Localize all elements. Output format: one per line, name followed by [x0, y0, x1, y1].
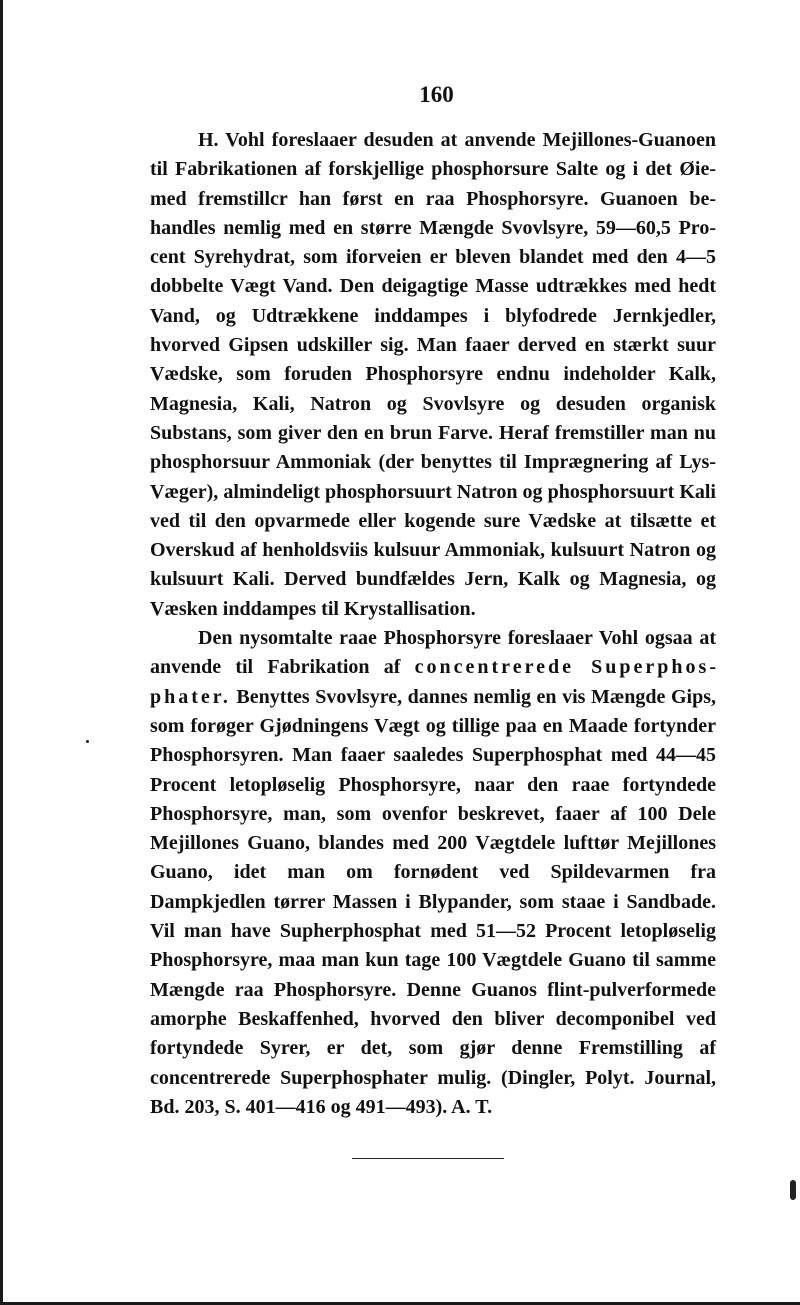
body-text	[150, 126, 716, 1122]
paragraph-2	[150, 624, 716, 1122]
section-divider	[352, 1158, 504, 1159]
scan-speck	[86, 740, 89, 743]
page-number: 160	[419, 82, 454, 107]
paragraph-2-rest: Benyttes Svovlsyre, dannes nemlig en vis Mængde Gips, som forøger Gjødningens Vægt og tillige paa en Maade fortynder Phosphorsyren. Man faaer saaledes Superphosphat med 44—45 Procent letopløselig Phosphorsyre, naar den raae fortyndede Phosphorsyre, man, som ovenfor beskrevet, faaer af 100 Dele Mejillones Guano, blandes med 200 Vægtdele lufttør Mejillones Guano, idet man om fornødent ved Spildevarmen fra Dampkjedlen tørrer Massen i Blypander, som staae i Sandbade. Vil man have Supherphosphat med 51—52 Procent letopløselig Phosphorsyre, maa man kun tage 100 Vægtdele Guano til samme Mængde raa Phosphorsyre. Denne Guanos flint-pulverformede amorphe Beskaffenhed, hvorved den bliver decomponibel ved fortyndede Syrer, er det, som gjør denne Fremstilling af concentrerede Superphosphater mulig. (Dingler, Polyt. Journal, Bd. 203, S. 401—416 og 491—493). A. T.	[150, 685, 716, 1118]
paragraph-2-intro: Den nysomtalte raae Phosphorsyre foreslaaer Vohl ogsaa at anvende til Fabrikation af	[150, 627, 716, 679]
paragraph-2-spaced-term: concentrerede Superphosphater.	[150, 656, 716, 708]
scan-speck	[790, 1180, 796, 1200]
paragraph-1: H. Vohl foreslaaer desuden at anvende Mejillones-Guanoen til Fabrikationen af forskjellige phosphorsure Salte og i det Øiemed fremstillcr han først en raa Phosphorsyre. Guanoen behandles nemlig med en større Mængde Svovlsyre, 59—60,5 Procent Syrehydrat, som iforveien er bleven blandet med den 4—5 dobbelte Vægt Vand. Den deigagtige Masse udtrækkes med hedt Vand, og Udtrækkene inddampes i blyfodrede Jernkjedler, hvorved Gipsen udskiller sig. Man faaer derved en stærkt suur Vædske, som foruden Phosphorsyre endnu indeholder Kalk, Magnesia, Kali, Natron og Svovlsyre og desuden organisk Substans, som giver den en brun Farve. Heraf fremstiller man nu phosphorsuur Ammoniak (der benyttes til Imprægnering af Lys-Væger), almindeligt phosphorsuurt Natron og phosphorsuurt Kali ved til den opvarmede eller kogende sure Vædske at tilsætte et Overskud af henholdsviis kulsuur Ammoniak, kulsuurt Natron og kulsuurt Kali. Derved bundfældes Jern, Kalk og Magnesia, og Væsken inddampes til Krystallisation.	[150, 129, 716, 620]
scan-edge-left	[0, 0, 3, 1305]
